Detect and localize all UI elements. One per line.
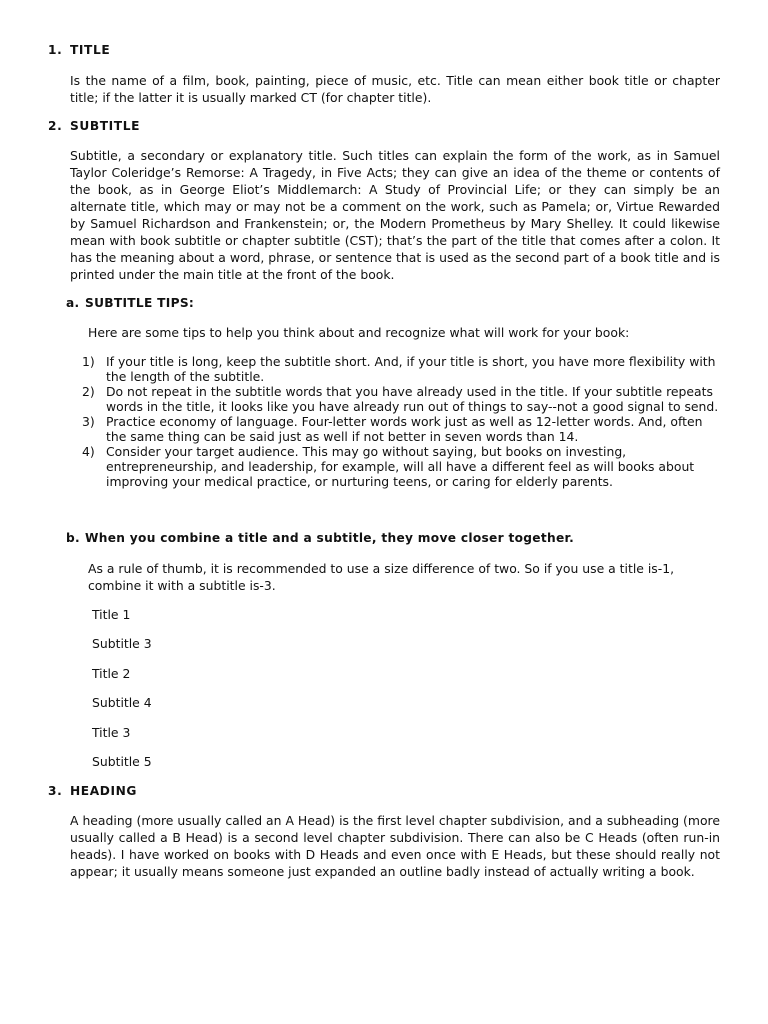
sample-title-1: Title 1 [92, 607, 131, 622]
section-2-body: Subtitle, a secondary or explanatory title. Such titles can explain the form of the work, as in Samuel Taylor Coleridge’s Remorse: A Tragedy, in Five Acts; they can give an idea of the theme or contents of the book, as in George Eliot’s Middlemarch: A Study of Provincial Life; or they can simply be an alternate title, which may or may not be a comment on the work, such as Pamela; or, Virtue Rewarded by Samuel Richardson and Frankenstein; or, the Modern Prometheus by Mary Shelley. It could likewise mean with book subtitle or chapter subtitle (CST); that’s the part of the title that comes after a colon. It has the meaning about a word, phrase, or sentence that is used as the second part of a book title and is printed under the main title at the front of the book. [70, 148, 720, 282]
sample-title-3: Title 3 [92, 725, 131, 740]
list-item: 2) Do not repeat in the subtitle words that you have already used in the title. If your subtitle repeats words in the title, it looks like you have already run out of things to say--not a good signal to send. [82, 384, 719, 414]
subsection-a-heading [66, 295, 194, 312]
section-title: HEADING [70, 784, 138, 798]
subsection-b-body: As a rule of thumb, it is recommended to use a size difference of two. So if you use a title is-1, combine it with a subtitle is-3. [88, 561, 675, 593]
section-number: 1. [48, 43, 63, 57]
sample-subtitle-3: Subtitle 3 [92, 636, 152, 651]
section-3-heading [48, 783, 137, 800]
list-item: 3) Practice economy of language. Four-letter words work just as well as 12-letter words. And, often the same thing can be said just as well if not better in seven words than 14. [82, 414, 703, 444]
list-item: 4) Consider your target audience. This may go without saying, but books on investing, entrepreneurship, and leadership, for example, will all have a different feel as will books about improving your medical practice, or nurturing teens, or caring for elderly parents. [82, 444, 695, 489]
tips-list [82, 354, 722, 489]
sample-title-2: Title 2 [92, 666, 131, 681]
sample-subtitle-5: Subtitle 5 [92, 754, 152, 769]
subsection-b-heading [66, 530, 574, 547]
section-number: 3. [48, 784, 63, 798]
subsection-number: b. [66, 531, 80, 545]
section-title: SUBTITLE [70, 119, 141, 133]
subsection-title: When you combine a title and a subtitle, they move closer together. [85, 531, 575, 545]
section-2-heading [48, 118, 140, 135]
sample-subtitle-4: Subtitle 4 [92, 695, 152, 710]
section-1-heading [48, 42, 110, 59]
section-3-body: A heading (more usually called an A Head) is the first level chapter subdivision, and a subheading (more usually called a B Head) is a second level chapter subdivision. There can also be C Heads (often run-in heads). I have worked on books with D Heads and even once with E Heads, but these should really not appear; it usually means someone just expanded an outline badly instead of actually writing a book. [70, 813, 720, 879]
section-number: 2. [48, 119, 63, 133]
subsection-title: SUBTITLE TIPS: [85, 296, 195, 310]
subsection-number: a. [66, 296, 80, 310]
list-item: 1) If your title is long, keep the subtitle short. And, if your title is short, you have more flexibility with the length of the subtitle. [82, 354, 716, 384]
subsection-a-intro: Here are some tips to help you think about and recognize what will work for your book: [88, 325, 630, 340]
section-1-body: Is the name of a film, book, painting, piece of music, etc. Title can mean either book title or chapter title; if the latter it is usually marked CT (for chapter title). [70, 73, 720, 105]
section-title: TITLE [70, 43, 111, 57]
